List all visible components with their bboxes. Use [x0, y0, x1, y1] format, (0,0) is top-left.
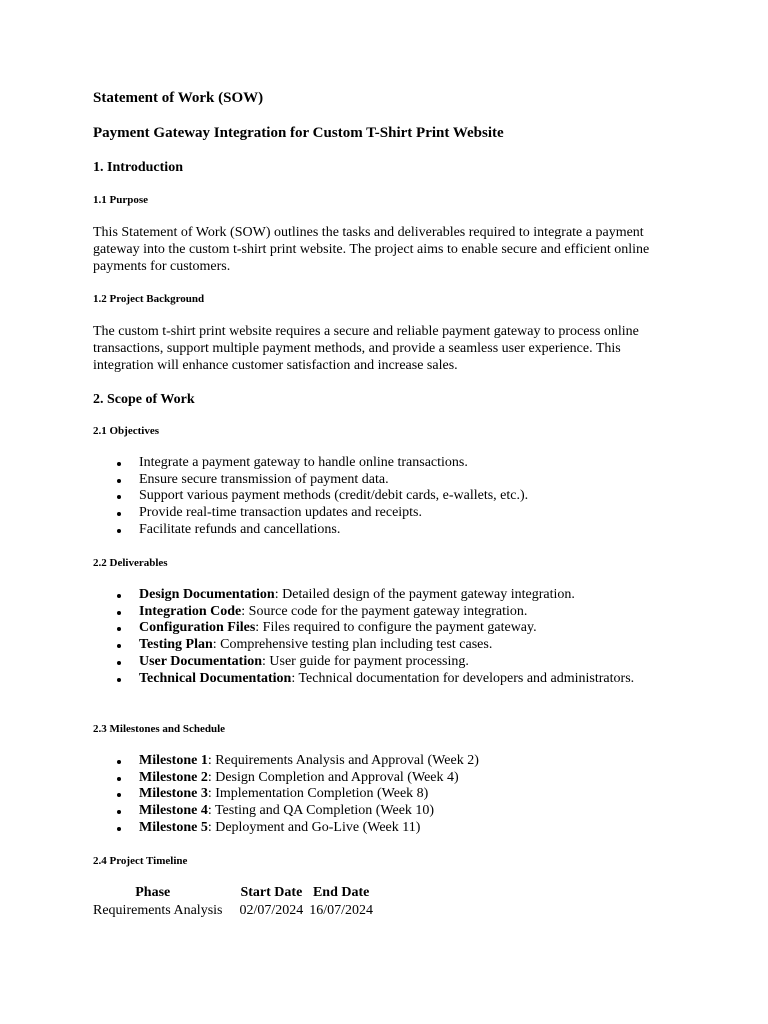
list-item: Facilitate refunds and cancellations. — [93, 522, 683, 539]
list-item: Integrate a payment gateway to handle online transactions. — [93, 455, 683, 472]
section-2-1-heading: 2.1 Objectives — [93, 425, 159, 437]
list-item: Milestone 3: Implementation Completion (Week 8) — [93, 786, 683, 803]
list-item: Ensure secure transmission of payment data. — [93, 472, 683, 489]
section-2-heading: 2. Scope of Work — [93, 392, 195, 407]
section-1-1-heading: 1.1 Purpose — [93, 194, 148, 206]
list-item: Testing Plan: Comprehensive testing plan including test cases. — [93, 637, 683, 654]
objectives-list — [93, 455, 683, 539]
section-1-1-text: This Statement of Work (SOW) outlines the tasks and deliverables required to integrate a payment gateway into the custom t-shirt print website. The project aims to enable secure and efficient online payments for customers. — [93, 225, 650, 274]
column-header-end-date: End Date — [312, 885, 370, 900]
table-header-row — [90, 884, 376, 902]
list-item: Support various payment methods (credit/debit cards, e-wallets, etc.). — [93, 488, 683, 505]
table-cell: 02/07/2024 — [239, 903, 304, 918]
column-header-phase: Phase — [135, 885, 171, 900]
section-2-2-heading: 2.2 Deliverables — [93, 557, 168, 569]
project-timeline-table — [90, 884, 376, 920]
list-item: Configuration Files: Files required to configure the payment gateway. — [93, 620, 683, 637]
list-item: Milestone 2: Design Completion and Approval (Week 4) — [93, 770, 683, 787]
document-title: Statement of Work (SOW) — [93, 90, 264, 106]
list-item: Milestone 5: Deployment and Go-Live (Week 11) — [93, 820, 683, 837]
section-1-2-text: The custom t-shirt print website requires a secure and reliable payment gateway to process online transactions, support multiple payment methods, and provide a seamless user experience. This integration will enhance customer satisfaction and increase sales. — [93, 324, 639, 373]
milestones-list — [93, 753, 683, 837]
table-cell: Requirements Analysis — [93, 903, 223, 918]
deliverables-list — [93, 587, 683, 687]
section-2-3-heading: 2.3 Milestones and Schedule — [93, 723, 226, 735]
table-row — [90, 902, 376, 920]
list-item: Technical Documentation: Technical documentation for developers and administrators. — [93, 671, 683, 688]
list-item: Integration Code: Source code for the payment gateway integration. — [93, 604, 683, 621]
list-item: Design Documentation: Detailed design of the payment gateway integration. — [93, 587, 683, 604]
document-subtitle: Payment Gateway Integration for Custom T-Shirt Print Website — [93, 125, 504, 141]
list-item: Milestone 4: Testing and QA Completion (Week 10) — [93, 803, 683, 820]
column-header-start-date: Start Date — [240, 885, 303, 900]
list-item: Provide real-time transaction updates and receipts. — [93, 505, 683, 522]
list-item: Milestone 1: Requirements Analysis and Approval (Week 2) — [93, 753, 683, 770]
section-1-2-heading: 1.2 Project Background — [93, 293, 205, 305]
section-2-4-heading: 2.4 Project Timeline — [93, 855, 188, 867]
table-cell: 16/07/2024 — [309, 903, 374, 918]
list-item: User Documentation: User guide for payment processing. — [93, 654, 683, 671]
section-1-heading: 1. Introduction — [93, 160, 183, 175]
